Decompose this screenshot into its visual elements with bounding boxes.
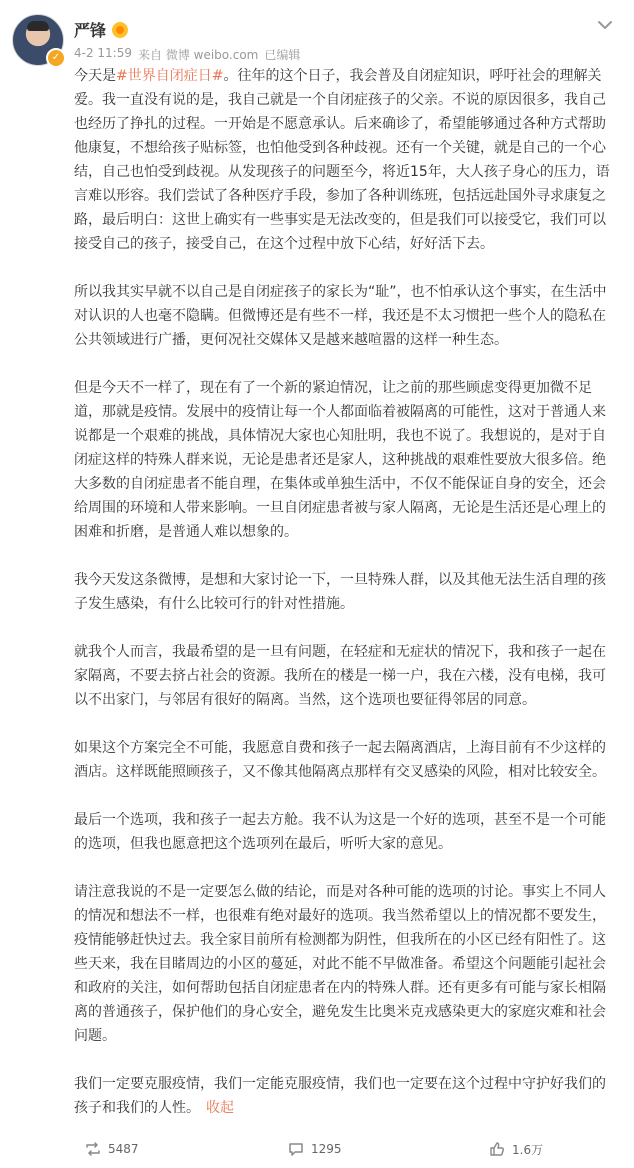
post-paragraph: 但是今天不一样了，现在有了一个新的紧迫情况，让之前的那些顾虑变得更加微不足道，那就是疫情。发展中的疫情让每一个人都面临着被隔离的可能性，这对于普通人来说都是一个艰难的挑战，具体情况大家也心知肚明，我也不说了。我想说的，是对于自闭症这样的特殊人群来说，无论是患者还是家人，这种挑战的艰难性要放大很多倍。绝大多数的自闭症患者不能自理，在集体或单独生活中，不仅不能保证自身的安全，还会给周围的环境和人带来影响。一旦自闭症患者被与家人隔离，无论是生活还是心理上的困难和折磨，是普通人难以想象的。 [74, 380, 606, 540]
like-count: 1.6万 [512, 1142, 544, 1157]
post-paragraph: 请注意我说的不是一定要怎么做的结论，而是对各种可能的选项的讨论。事实上不同人的情况和想法不一样，也很难有绝对最好的选项。我当然希望以上的情况都不要发生，疫情能够赶快过去。我全家目前所有检测都为阴性，但我所在的小区已经有阳性了。这些天来，我在目睹周边的小区的蔓延，对此不能不早做准备。希望这个问题能引起社会和政府的关注，如何帮助包括自闭症患者在内的特殊人群。还有更多有可能与家长相隔离的普通孩子，保护他们的身心安全，避免发生比奥米克戎感染更大的家庭灾难和社会问题。 [74, 884, 606, 1044]
thumbs-up-icon [488, 1140, 506, 1158]
more-options-button[interactable] [594, 14, 616, 36]
comment-count: 1295 [311, 1142, 342, 1156]
repost-button[interactable] [84, 1134, 139, 1164]
name-row [74, 18, 128, 41]
post-time[interactable]: 4-2 11:59 [74, 46, 132, 60]
post-paragraph: 我今天发这条微博，是想和大家讨论一下，一旦特殊人群，以及其他无法生活自理的孩子发生感染，有什么比较可行的针对性措施。 [74, 572, 606, 612]
post-paragraph [74, 1072, 610, 1120]
post-paragraph: 最后一个选项，我和孩子一起去方舱。我不认为这是一个好的选项，甚至不是一个可能的选项，但我也愿意把这个选项列在最后，听听大家的意见。 [74, 812, 606, 852]
verified-badge-icon: ✓ [46, 48, 66, 68]
paragraph-text: 今天是 [74, 68, 116, 84]
post-meta [74, 46, 300, 63]
user-name[interactable]: 严锋 [74, 21, 107, 40]
user-level-icon[interactable] [112, 22, 128, 38]
repost-count: 5487 [108, 1142, 139, 1156]
post-paragraph [74, 64, 610, 256]
post-paragraph: 如果这个方案完全不可能，我愿意自费和孩子一起去隔离酒店，上海目前有不少这样的酒店。这样既能照顾孩子，又不像其他隔离点那样有交叉感染的风险，相对比较安全。 [74, 740, 606, 780]
comment-button[interactable] [287, 1134, 342, 1164]
post-header [0, 0, 634, 70]
edited-label[interactable]: 已编辑 [264, 48, 301, 62]
avatar[interactable] [12, 14, 64, 66]
post-actions [0, 1134, 634, 1164]
paragraph-text: 。往年的这个日子，我会普及自闭症知识，呼吁社会的理解关爱。我一直没有说的是，我自己就是一个自闭症孩子的父亲。不说的原因很多，我自己也经历了挣扎的过程。一开始是不愿意承认。后来确诊了，希望能够通过各种方式帮助他康复，不想给孩子贴标签，也怕他受到各种歧视。还有一个关键，就是自己的一个心结，自己也怕受到歧视。从发现孩子的问题至今，将近15年，大人孩子身心的压力，语言难以形容。我们尝试了各种医疗手段，参加了各种训练班，包括远赴国外寻求康复之路，最后明白：这世上确实有一些事实是无法改变的，但是我们可以接受它，我们可以接受自己的孩子，接受自己，在这个过程中放下心结，好好活下去。 [74, 68, 610, 252]
collapse-link[interactable]: 收起 [206, 1100, 234, 1116]
like-button[interactable] [488, 1134, 543, 1164]
repost-icon [84, 1140, 102, 1158]
hashtag-link[interactable]: #世界自闭症日# [116, 68, 224, 84]
paragraph-text: 我们一定要克服疫情，我们一定能克服疫情，我们也一定要在这个过程中守护好我们的孩子和我们的人性。 [74, 1076, 606, 1116]
chevron-down-icon [594, 14, 616, 36]
post-source: 来自 微博 weibo.com [138, 48, 259, 62]
comment-icon [287, 1140, 305, 1158]
post-paragraph: 所以我其实早就不以自己是自闭症孩子的家长为“耻”，也不怕承认这个事实，在生活中对认识的人也毫不隐瞒。但微博还是有些不一样，我还是不太习惯把一些个人的隐私在公共领域进行广播，更何况社交媒体又是越来越喧嚣的这样一种生态。 [74, 284, 607, 348]
post-content [74, 64, 610, 1144]
post-paragraph: 就我个人而言，我最希望的是一旦有问题，在轻症和无症状的情况下，我和孩子一起在家隔离，不要去挤占社会的资源。我所在的楼是一梯一户，我在六楼，没有电梯，我可以不出家门，与邻居有很好的隔离。当然，这个选项也要征得邻居的同意。 [74, 644, 606, 708]
